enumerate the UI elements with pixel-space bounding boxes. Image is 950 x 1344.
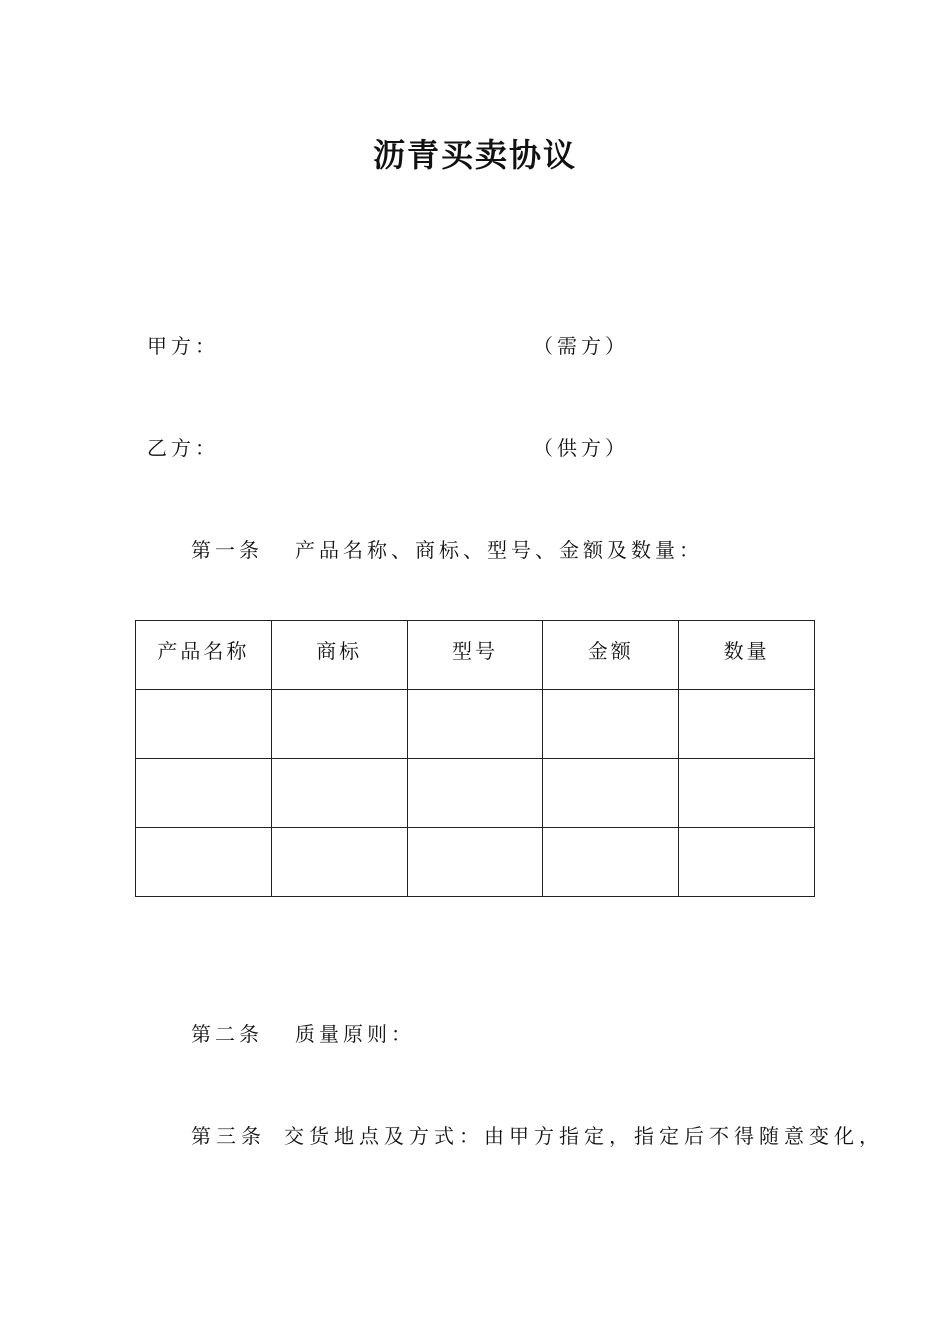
- header-product-name: 产品名称: [136, 621, 272, 690]
- header-quantity: 数量: [679, 621, 815, 690]
- table-header-row: [136, 621, 815, 690]
- table-cell[interactable]: [136, 759, 272, 828]
- clause-1-number: 第一条: [191, 538, 263, 562]
- party-b-role: （供方）: [533, 436, 629, 460]
- clause-1-text: 产品名称、商标、型号、金额及数量：: [295, 538, 703, 562]
- table-cell[interactable]: [543, 759, 679, 828]
- clause-3-text: 交货地点及方式：由甲方指定，指定后不得随意变化，: [284, 1124, 884, 1148]
- clause-1: [191, 534, 703, 563]
- table-row: [136, 690, 815, 759]
- table-cell[interactable]: [543, 828, 679, 897]
- party-a-label: 甲方：: [147, 334, 219, 358]
- clause-2: [191, 1018, 415, 1047]
- table-cell[interactable]: [679, 828, 815, 897]
- table-row: [136, 759, 815, 828]
- clause-2-number: 第二条: [191, 1022, 263, 1046]
- table-cell[interactable]: [136, 690, 272, 759]
- table-cell[interactable]: [271, 690, 407, 759]
- product-table: [135, 620, 815, 897]
- header-trademark: 商标: [271, 621, 407, 690]
- table-cell[interactable]: [543, 690, 679, 759]
- party-b-label: 乙方：: [147, 436, 219, 460]
- table-cell[interactable]: [407, 828, 543, 897]
- table-cell[interactable]: [679, 690, 815, 759]
- header-model: 型号: [407, 621, 543, 690]
- table-cell[interactable]: [136, 828, 272, 897]
- document-title: 沥青买卖协议: [372, 136, 577, 174]
- clause-3: [191, 1120, 884, 1149]
- party-a-role: （需方）: [533, 334, 629, 358]
- table-cell[interactable]: [407, 690, 543, 759]
- table-cell[interactable]: [407, 759, 543, 828]
- clause-3-number: 第三条: [191, 1124, 266, 1148]
- clause-2-text: 质量原则：: [295, 1022, 415, 1046]
- header-amount: 金额: [543, 621, 679, 690]
- table-cell[interactable]: [679, 759, 815, 828]
- table-cell[interactable]: [271, 759, 407, 828]
- table-row: [136, 828, 815, 897]
- table-cell[interactable]: [271, 828, 407, 897]
